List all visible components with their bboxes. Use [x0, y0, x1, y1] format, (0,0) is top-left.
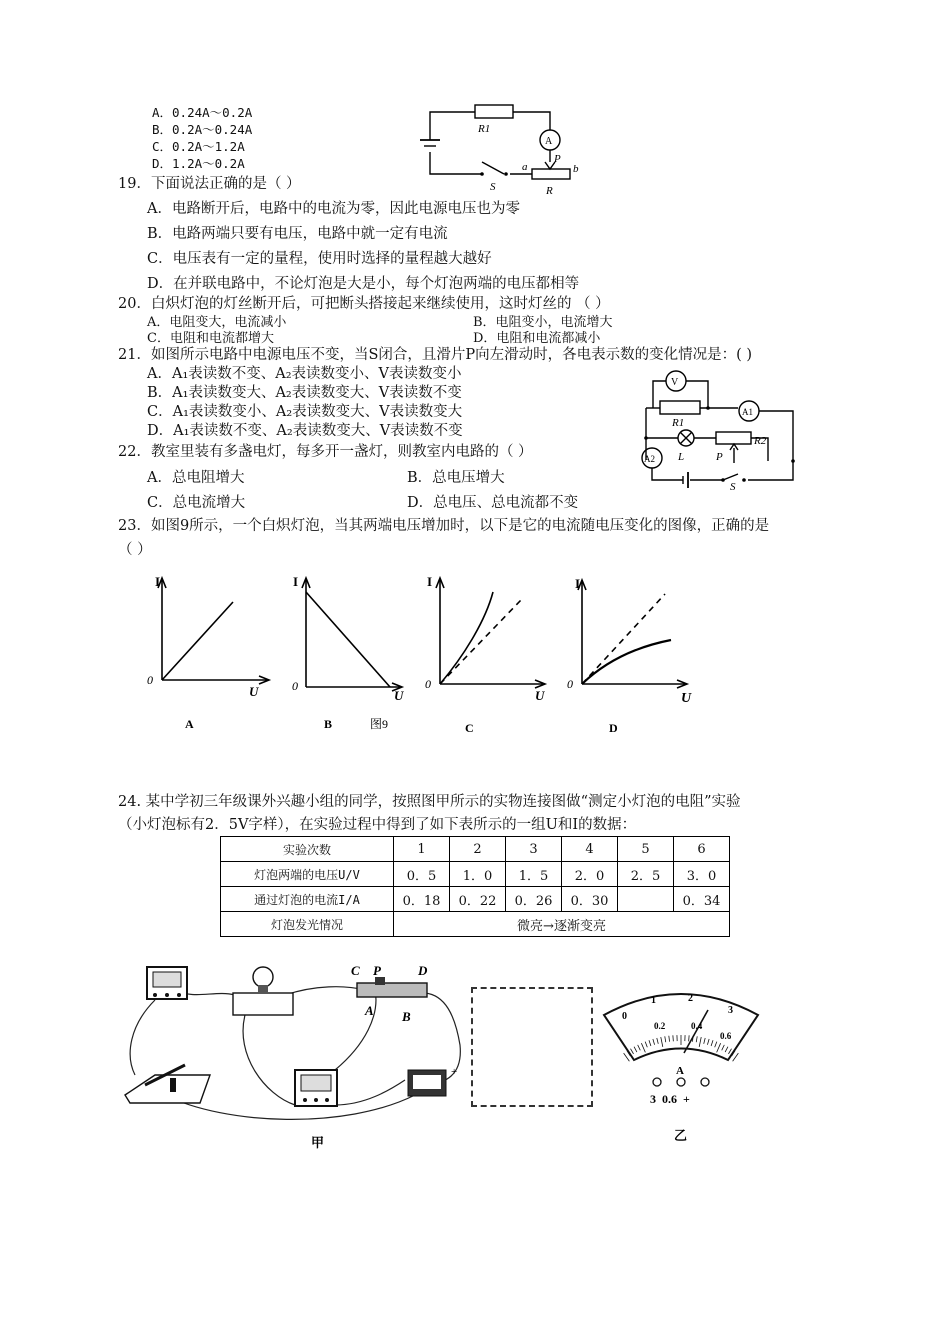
q23-graph-b	[290, 572, 415, 732]
table-cell: 0．5	[394, 862, 450, 887]
q18-label-r1: R1	[478, 123, 491, 135]
rheostat-icon	[357, 977, 427, 997]
q18-label-a: a	[522, 161, 528, 173]
q21-option-a: A．A₁表读数不变、A₂表读数变小、V表读数变小	[147, 366, 462, 382]
figure-yi-caption: 乙	[674, 1128, 688, 1143]
q24-stem-line2: （小灯泡标有2．5V字样），在实验过程中得到了如下表所示的一组U和I的数据：	[118, 817, 637, 833]
graph-b-label: B	[324, 717, 333, 731]
q18-label-ammeter: A	[545, 136, 553, 147]
graph-d-origin: 0	[567, 677, 573, 691]
table-cell: 灯泡两端的电压U/V	[221, 862, 394, 887]
table-header-cell: 6	[674, 837, 730, 862]
table-header-cell: 4	[562, 837, 618, 862]
q18-option-c: C．0.2A～1.2A	[152, 139, 245, 154]
dial-unit-a: A	[676, 1065, 684, 1077]
dial-tick	[733, 1053, 739, 1061]
table-cell: 通过灯泡的电流I/A	[221, 887, 394, 912]
q18-label-r: R	[546, 185, 553, 197]
graph-b-axis-i: I	[293, 574, 299, 589]
q24-stem-line1: 24. 某中学初三年级课外兴趣小组的同学，按照图甲所示的实物连接图做“测定小灯泡的电阻”实验	[118, 794, 741, 810]
graph-c-axis-u: U	[535, 688, 545, 703]
table-cell: 1．0	[450, 862, 506, 887]
q18-label-b: b	[573, 163, 579, 175]
graph-d-axis-i: I	[575, 576, 581, 591]
table-cell: 0．18	[394, 887, 450, 912]
table-cell-blank	[618, 887, 674, 912]
q23-stem-line1: 23．如图9所示，一个白炽灯泡，当其两端电压增加时，以下是它的电流随电压变化的图像，正确的是	[118, 518, 770, 534]
rheostat-label-b: B	[402, 1009, 411, 1024]
q20-option-b: B．电阻变小，电流增大	[473, 315, 613, 330]
battery-icon	[408, 1070, 446, 1096]
q18-circuit-diagram	[420, 100, 590, 195]
q21-label-s: S	[730, 481, 736, 493]
rheostat-label-d: D	[418, 963, 428, 978]
q22-option-a: A．总电阻增大	[147, 470, 245, 486]
q22-option-d: D．总电压、总电流都不变	[407, 495, 579, 511]
meter-top-left-icon	[147, 967, 187, 999]
q21-label-p: P	[716, 451, 723, 463]
q18-option-a: A．0.24A～0.2A	[152, 105, 253, 120]
q24-figure-jia	[125, 955, 470, 1150]
q21-option-b: B．A₁表读数变大、A₂表读数变大、V表读数不变	[147, 385, 462, 401]
q21-option-d: D．A₁表读数不变、A₂表读数变大、V表读数不变	[147, 423, 463, 439]
q21-label-r1: R1	[672, 417, 685, 429]
q19-stem: 19．下面说法正确的是（ ）	[118, 176, 301, 192]
q21-label-a2: A2	[644, 454, 655, 464]
table-cell: 1．5	[506, 862, 562, 887]
table-header-cell: 5	[618, 837, 674, 862]
table-row	[221, 912, 730, 937]
q20-stem: 20．白炽灯泡的灯丝断开后，可把断头搭接起来继续使用，这时灯丝的 （ ）	[118, 296, 610, 312]
table-cell: 0．22	[450, 887, 506, 912]
graph-a-label: A	[185, 717, 194, 731]
table-cell: 2．5	[618, 862, 674, 887]
table-row	[221, 862, 730, 887]
dial-bottom-0-4: 0.4	[691, 1021, 703, 1031]
battery-plus-label: +	[451, 1066, 458, 1078]
rheostat-label-c: C	[351, 963, 360, 978]
graph-a-axis-u: U	[249, 684, 259, 699]
table-cell: 灯泡发光情况	[221, 912, 394, 937]
q24-circuit-drawing-box	[471, 987, 593, 1107]
q23-graph-d	[565, 572, 700, 737]
meter-bottom-icon	[295, 1070, 337, 1106]
q21-circuit-diagram	[638, 368, 803, 493]
q21-label-r2: R2	[754, 435, 767, 447]
table-header-cell: 1	[394, 837, 450, 862]
q23-fig-caption: 图9	[370, 717, 389, 731]
graph-d-label: D	[609, 721, 618, 735]
q19-option-a: A．电路断开后，电路中的电流为零，因此电源电压也为零	[147, 201, 520, 217]
graph-c-origin: 0	[425, 677, 431, 691]
rheostat-label-a: A	[365, 1003, 374, 1018]
q23-stem-line2: （ ）	[118, 542, 152, 558]
graph-c-axis-i: I	[427, 574, 433, 589]
q22-option-c: C．总电流增大	[147, 495, 246, 511]
table-row	[221, 887, 730, 912]
table-header-row	[221, 837, 730, 862]
figure-jia-caption: 甲	[311, 1135, 325, 1150]
q22-stem: 22．教室里装有多盏电灯，每多开一盏灯，则教室内电路的（ ）	[118, 444, 533, 460]
dial-bottom-0-6: 0.6	[720, 1031, 732, 1041]
q21-label-v: V	[671, 377, 679, 388]
table-cell: 0．26	[506, 887, 562, 912]
q24-figure-yi	[596, 985, 766, 1145]
dial-bottom-0-2: 0.2	[654, 1021, 666, 1031]
graph-a-origin: 0	[147, 673, 153, 687]
q20-option-d: D．电阻和电流都减小	[473, 331, 601, 346]
table-cell: 3．0	[674, 862, 730, 887]
dial-top-1: 1	[651, 995, 656, 1006]
q21-option-c: C．A₁表读数变小、A₂表读数变大、V表读数变大	[147, 404, 463, 420]
q21-label-l: L	[678, 451, 685, 463]
table-cell: 2．0	[562, 862, 618, 887]
table-header-cell: 3	[506, 837, 562, 862]
graph-d-axis-u: U	[681, 691, 692, 706]
dial-terminals: 3 0.6 +	[650, 1092, 690, 1106]
table-cell: 0．34	[674, 887, 730, 912]
graph-c-label: C	[465, 721, 474, 735]
dial-top-2: 2	[688, 993, 693, 1004]
switch-icon	[125, 1065, 210, 1103]
table-cell-glow: 微亮→逐渐变亮	[394, 912, 730, 937]
q23-graph-c	[423, 572, 553, 737]
dial-tick	[624, 1053, 630, 1061]
rheostat-label-p: P	[373, 963, 381, 978]
dial-top-3: 3	[728, 1005, 733, 1016]
q20-option-a: A．电阻变大，电流减小	[147, 315, 287, 330]
q18-option-d: D．1.2A～0.2A	[152, 156, 245, 171]
q18-label-p: P	[554, 153, 561, 165]
q18-option-b: B．0.2A～0.24A	[152, 122, 253, 137]
table-header-cell: 实验次数	[221, 837, 394, 862]
q19-option-d: D．在并联电路中，不论灯泡是大是小，每个灯泡两端的电压都相等	[147, 276, 580, 292]
q21-label-a1: A1	[742, 407, 753, 417]
q18-label-s: S	[490, 181, 496, 193]
graph-b-origin: 0	[292, 679, 298, 693]
q21-stem: 21．如图所示电路中电源电压不变，当S闭合，且滑片P向左滑动时，各电表示数的变化情况是：( )	[118, 347, 753, 363]
dial-bottom-0: 0	[622, 1011, 627, 1022]
q20-option-c: C．电阻和电流都增大	[147, 331, 274, 346]
bulb-icon	[233, 967, 293, 1015]
q19-option-b: B．电路两端只要有电压，电路中就一定有电流	[147, 226, 448, 242]
table-header-cell: 2	[450, 837, 506, 862]
q24-data-table	[220, 836, 730, 937]
q19-option-c: C．电压表有一定的量程，使用时选择的量程越大越好	[147, 251, 492, 267]
graph-a-axis-i: I	[155, 574, 161, 589]
table-cell: 0．30	[562, 887, 618, 912]
q22-option-b: B．总电压增大	[407, 470, 505, 486]
q23-graph-a	[145, 572, 270, 732]
graph-b-axis-u: U	[394, 688, 404, 703]
